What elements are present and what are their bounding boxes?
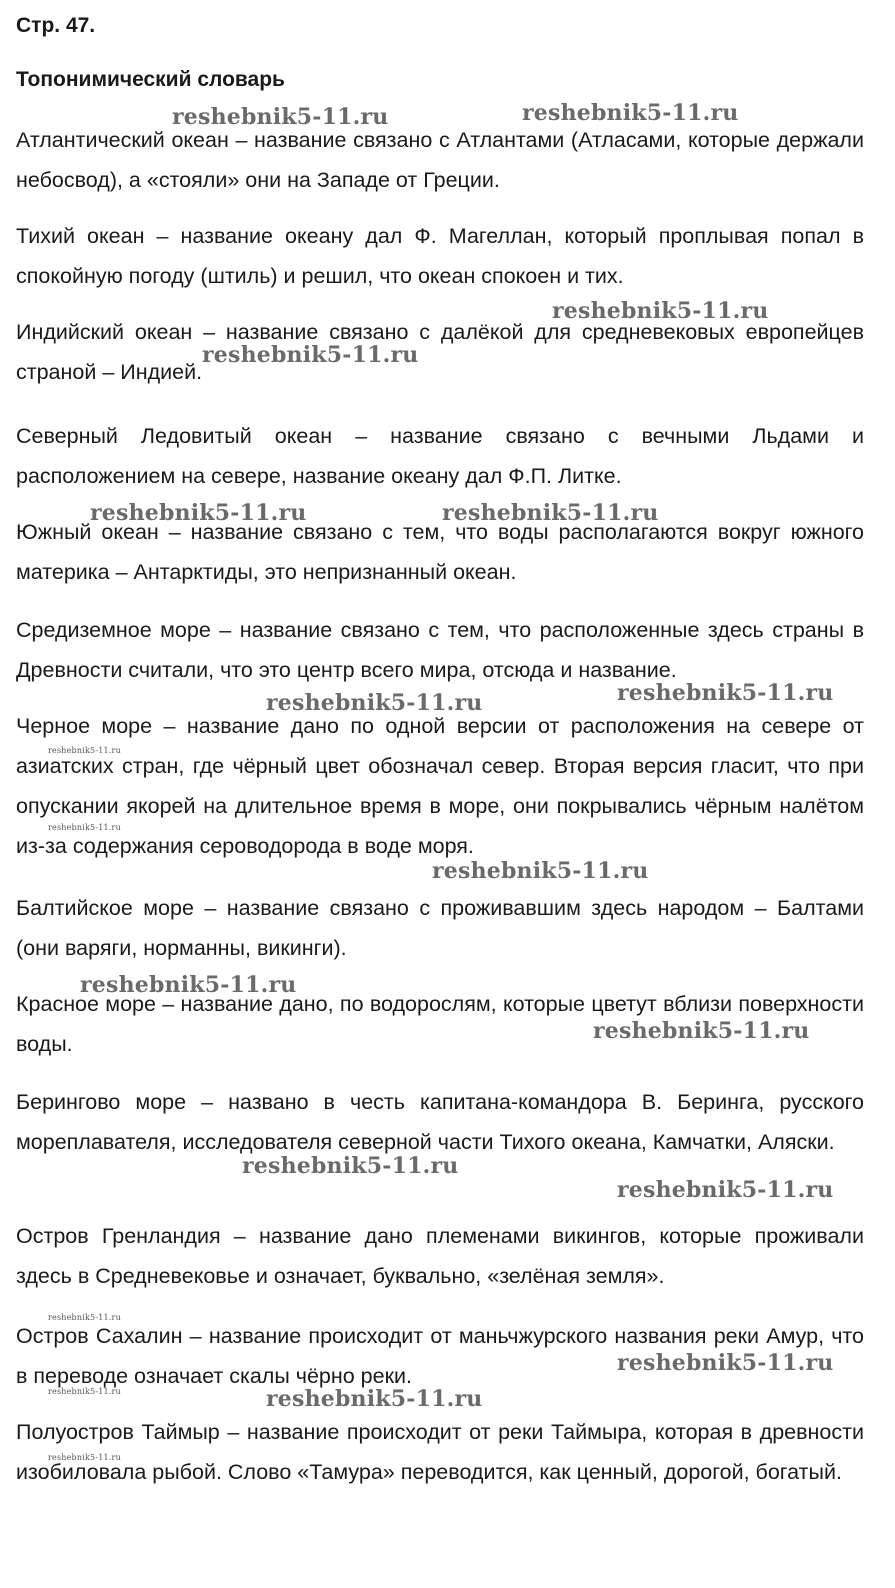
watermark: reshebnik5-11.ru (617, 680, 834, 706)
watermark: reshebnik5-11.ru (80, 972, 297, 998)
watermark: reshebnik5-11.ru (552, 298, 769, 324)
entry-greenland-island: Остров Гренландия – название дано племенами викингов, которые проживали здесь в Средневековье и означает, буквально, «зелёная земля». (16, 1224, 864, 1288)
entry-mediterranean-sea: Средиземное море – название связано с тем, что расположенные здесь страны в Древности считали, что это центр всего мира, отсюда и название. (16, 618, 864, 682)
watermark: reshebnik5-11.ru (617, 1350, 834, 1376)
entry-atlantic-ocean: Атлантический океан – название связано с Атлантами (Атласами, которые держали небосвод), а «стояли» они на Западе от Греции. (16, 128, 864, 192)
watermark: reshebnik5-11.ru (432, 858, 649, 884)
entry-indian-ocean: Индийский океан – название связано с далёкой для средневековых европейцев страной – Индией. (16, 320, 864, 384)
entry-arctic-ocean: Северный Ледовитый океан – название связано с вечными Льдами и расположением на севере, название океану дал Ф.П. Литке. (16, 424, 864, 488)
entry-bering-sea: Берингово море – названо в честь капитана-командора В. Беринга, русского мореплавателя, исследователя северной части Тихого океана, Камчатки, Аляски. (16, 1090, 864, 1154)
watermark: reshebnik5-11.ru (48, 1453, 121, 1462)
entry-pacific-ocean: Тихий океан – название океану дал Ф. Магеллан, который проплывая попал в спокойную погоду (штиль) и решил, что океан спокоен и тих. (16, 224, 864, 288)
section-title: Топонимический словарь (16, 68, 285, 91)
watermark: reshebnik5-11.ru (48, 823, 121, 832)
watermark: reshebnik5-11.ru (242, 1153, 459, 1179)
watermark: reshebnik5-11.ru (266, 1386, 483, 1412)
watermark: reshebnik5-11.ru (172, 104, 389, 130)
watermark: reshebnik5-11.ru (48, 1313, 121, 1322)
watermark: reshebnik5-11.ru (266, 690, 483, 716)
watermark: reshebnik5-11.ru (593, 1018, 810, 1044)
entry-red-sea: Красное море – название дано, по водорослям, которые цветут вблизи поверхности воды. (16, 992, 864, 1056)
watermark: reshebnik5-11.ru (522, 100, 739, 126)
entry-taimyr-peninsula: Полуостров Таймыр – название происходит от реки Таймыра, которая в древности изобиловала рыбой. Слово «Тамура» переводится, как ценный, дорогой, богатый. (16, 1420, 864, 1484)
entry-southern-ocean: Южный океан – название связано с тем, что воды располагаются вокруг южного материка – Антарктиды, это непризнанный океан. (16, 520, 864, 584)
watermark: reshebnik5-11.ru (617, 1177, 834, 1203)
watermark: reshebnik5-11.ru (202, 342, 419, 368)
entry-baltic-sea: Балтийское море – название связано с проживавшим здесь народом – Балтами (они варяги, норманны, викинги). (16, 896, 864, 960)
watermark: reshebnik5-11.ru (48, 1387, 121, 1396)
watermark: reshebnik5-11.ru (90, 500, 307, 526)
page-number: Стр. 47. (16, 14, 96, 37)
watermark: reshebnik5-11.ru (442, 500, 659, 526)
entry-sakhalin-island: Остров Сахалин – название происходит от маньчжурского названия реки Амур, что в переводе означает скалы чёрно реки. (16, 1324, 864, 1388)
watermark: reshebnik5-11.ru (48, 746, 121, 755)
entry-black-sea: Черное море – название дано по одной версии от расположения на севере от азиатских стран, где чёрный цвет обозначал север. Вторая версия гласит, что при опускании якорей на длительное время в море, они покрывались чёрным налётом из-за содержания сероводорода в воде моря. (16, 714, 864, 858)
